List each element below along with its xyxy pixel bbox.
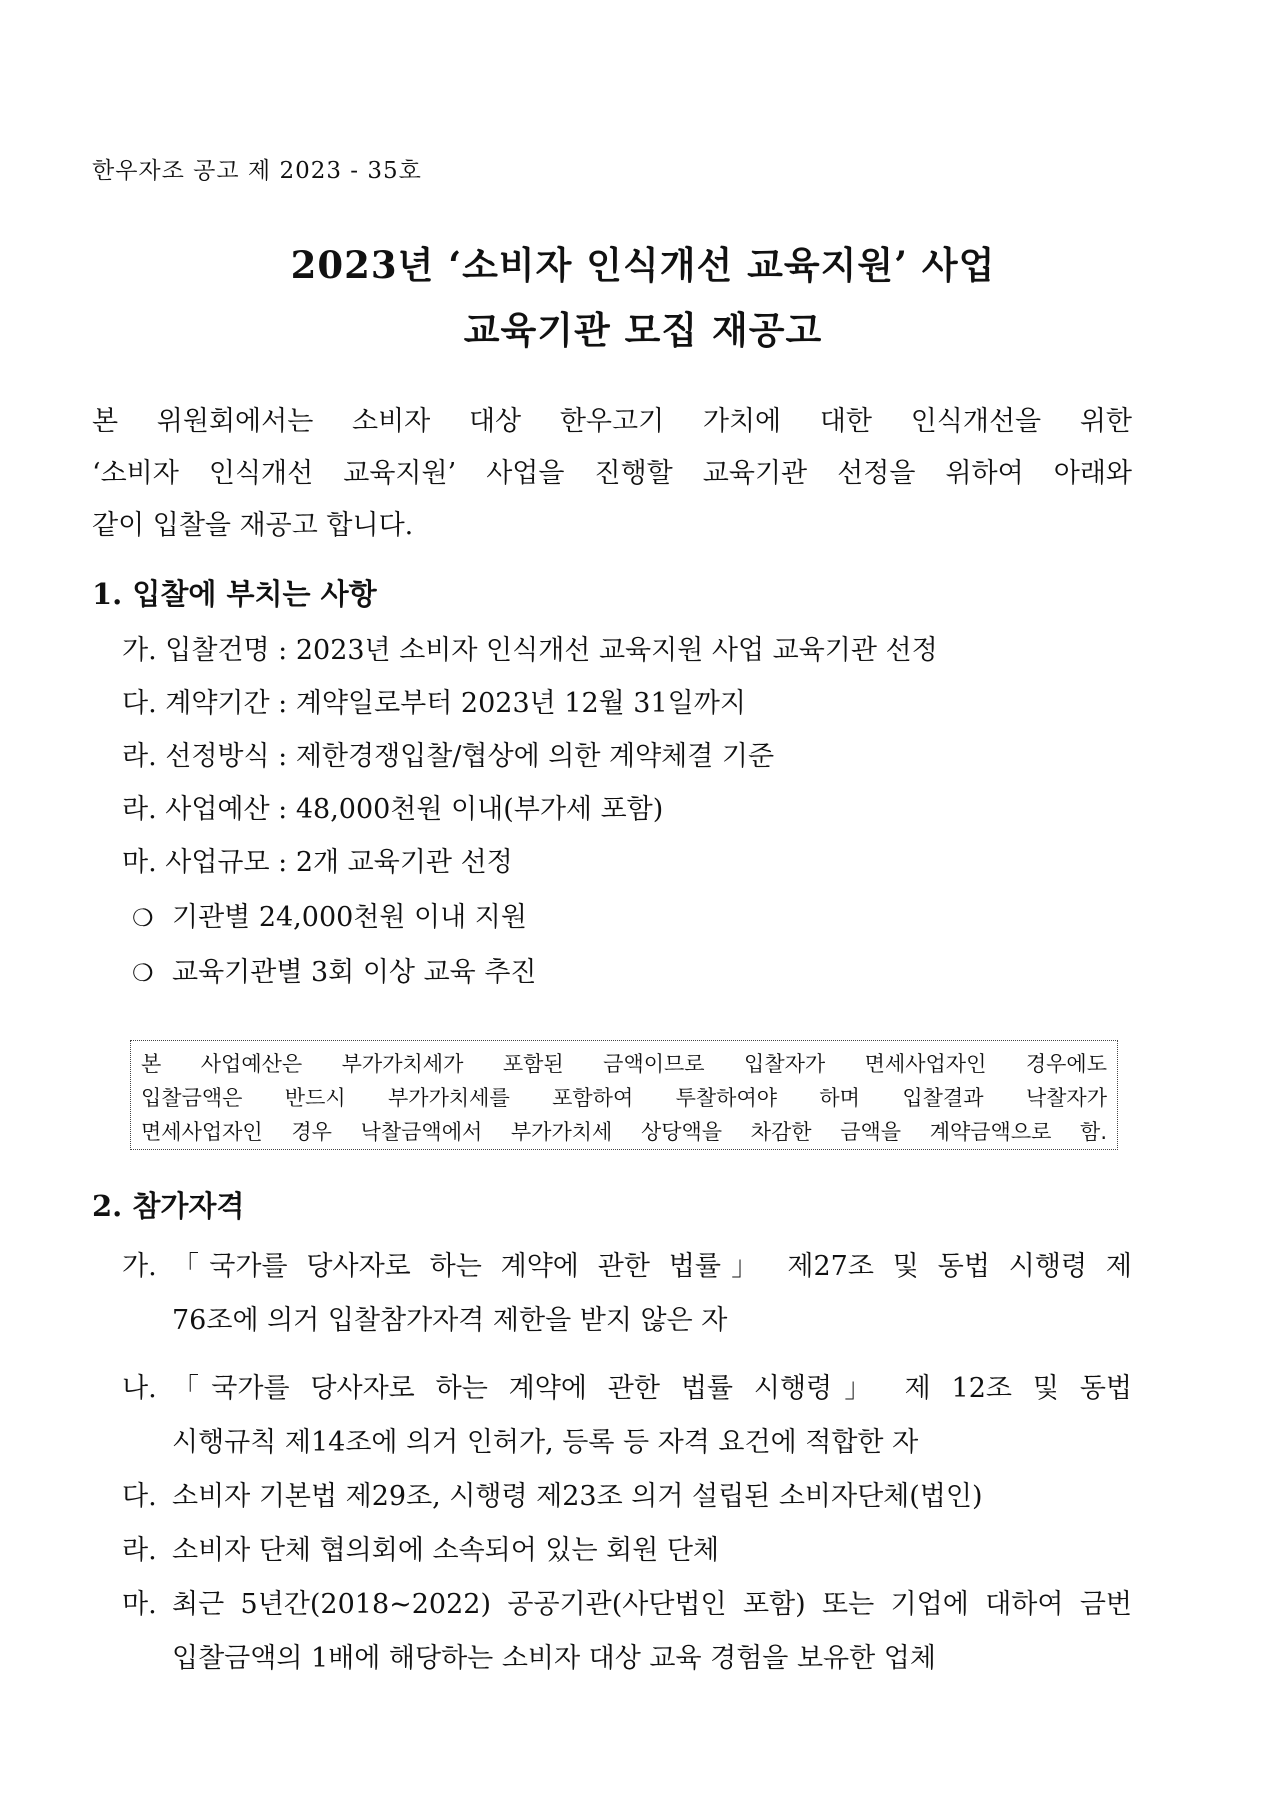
item-text: 소비자 단체 협의회에 소속되어 있는 회원 단체 <box>172 1535 720 1566</box>
item-text: 「국가를 당사자로 하는 계약에 관한 법률」 제27조 및 동법 시행령 제 <box>172 1251 1132 1282</box>
section1-item: 라. 사업예산 : 48,000천원 이내(부가세 포함) <box>122 794 664 825</box>
qualification-item <box>122 1362 1132 1470</box>
item-text: 최근 5년간(2018~2022) 공공기관(사단법인 포함) 또는 기업에 대하여 금번 <box>172 1589 1132 1620</box>
section1-bullet <box>132 895 527 934</box>
circle-bullet-icon: ❍ <box>132 959 154 987</box>
announcement-number: 한우자조 공고 제 2023 - 35호 <box>92 158 422 184</box>
section1-item: 라. 선정방식 : 제한경쟁입찰/협상에 의한 계약체결 기준 <box>122 741 775 772</box>
item-text-continued: 시행규칙 제14조에 의거 인허가, 등록 등 자격 요건에 적합한 자 <box>172 1427 919 1458</box>
document-title-line2: 교육기관 모집 재공고 <box>463 308 823 352</box>
notice-line: 면세사업자인 경우 낙찰금액에서 부가가치세 상당액을 차감한 금액을 계약금액으로 함. <box>141 1120 1107 1144</box>
document-title-line1: 2023년 ‘소비자 인식개선 교육지원’ 사업 <box>290 243 996 287</box>
intro-line: ‘소비자 인식개선 교육지원’ 사업을 진행할 교육기관 선정을 위하여 아래와 <box>92 458 1132 489</box>
item-label: 마. <box>122 1589 157 1620</box>
section1-bullet <box>132 950 537 989</box>
notice-line: 본 사업예산은 부가가치세가 포함된 금액이므로 입찰자가 면세사업자인 경우에도 <box>141 1052 1107 1076</box>
qualification-item <box>122 1470 1132 1524</box>
intro-paragraph <box>92 396 1132 552</box>
item-label: 라. <box>122 1535 157 1566</box>
notice-line: 입찰금액은 반드시 부가가치세를 포함하여 투찰하여야 하며 입찰결과 낙찰자가 <box>141 1086 1107 1110</box>
item-label: 나. <box>122 1373 157 1404</box>
section-heading-2: 2. 참가자격 <box>92 1189 245 1223</box>
intro-line: 본 위원회에서는 소비자 대상 한우고기 가치에 대한 인식개선을 위한 <box>92 406 1132 437</box>
item-label: 가. <box>122 1251 157 1282</box>
budget-notice-box <box>130 1040 1118 1150</box>
item-text-continued: 76조에 의거 입찰참가자격 제한을 받지 않은 자 <box>172 1305 728 1336</box>
bullet-text: 기관별 24,000천원 이내 지원 <box>172 902 527 933</box>
intro-line: 같이 입찰을 재공고 합니다. <box>92 510 414 541</box>
item-label: 다. <box>122 1481 157 1512</box>
bullet-text: 교육기관별 3회 이상 교육 추진 <box>172 957 537 988</box>
section1-item: 다. 계약기간 : 계약일로부터 2023년 12월 31일까지 <box>122 688 746 719</box>
item-text: 소비자 기본법 제29조, 시행령 제23조 의거 설립된 소비자단체(법인) <box>172 1481 983 1512</box>
circle-bullet-icon: ❍ <box>132 904 154 932</box>
section1-item: 마. 사업규모 : 2개 교육기관 선정 <box>122 847 513 878</box>
qualification-item <box>122 1524 1132 1578</box>
item-text: 「국가를 당사자로 하는 계약에 관한 법률 시행령」 제 12조 및 동법 <box>172 1373 1132 1404</box>
qualification-item <box>122 1578 1132 1686</box>
qualification-item <box>122 1240 1132 1348</box>
section-heading-1: 1. 입찰에 부치는 사항 <box>92 577 377 611</box>
section1-item: 가. 입찰건명 : 2023년 소비자 인식개선 교육지원 사업 교육기관 선정 <box>122 635 938 666</box>
item-text-continued: 입찰금액의 1배에 해당하는 소비자 대상 교육 경험을 보유한 업체 <box>172 1643 936 1674</box>
